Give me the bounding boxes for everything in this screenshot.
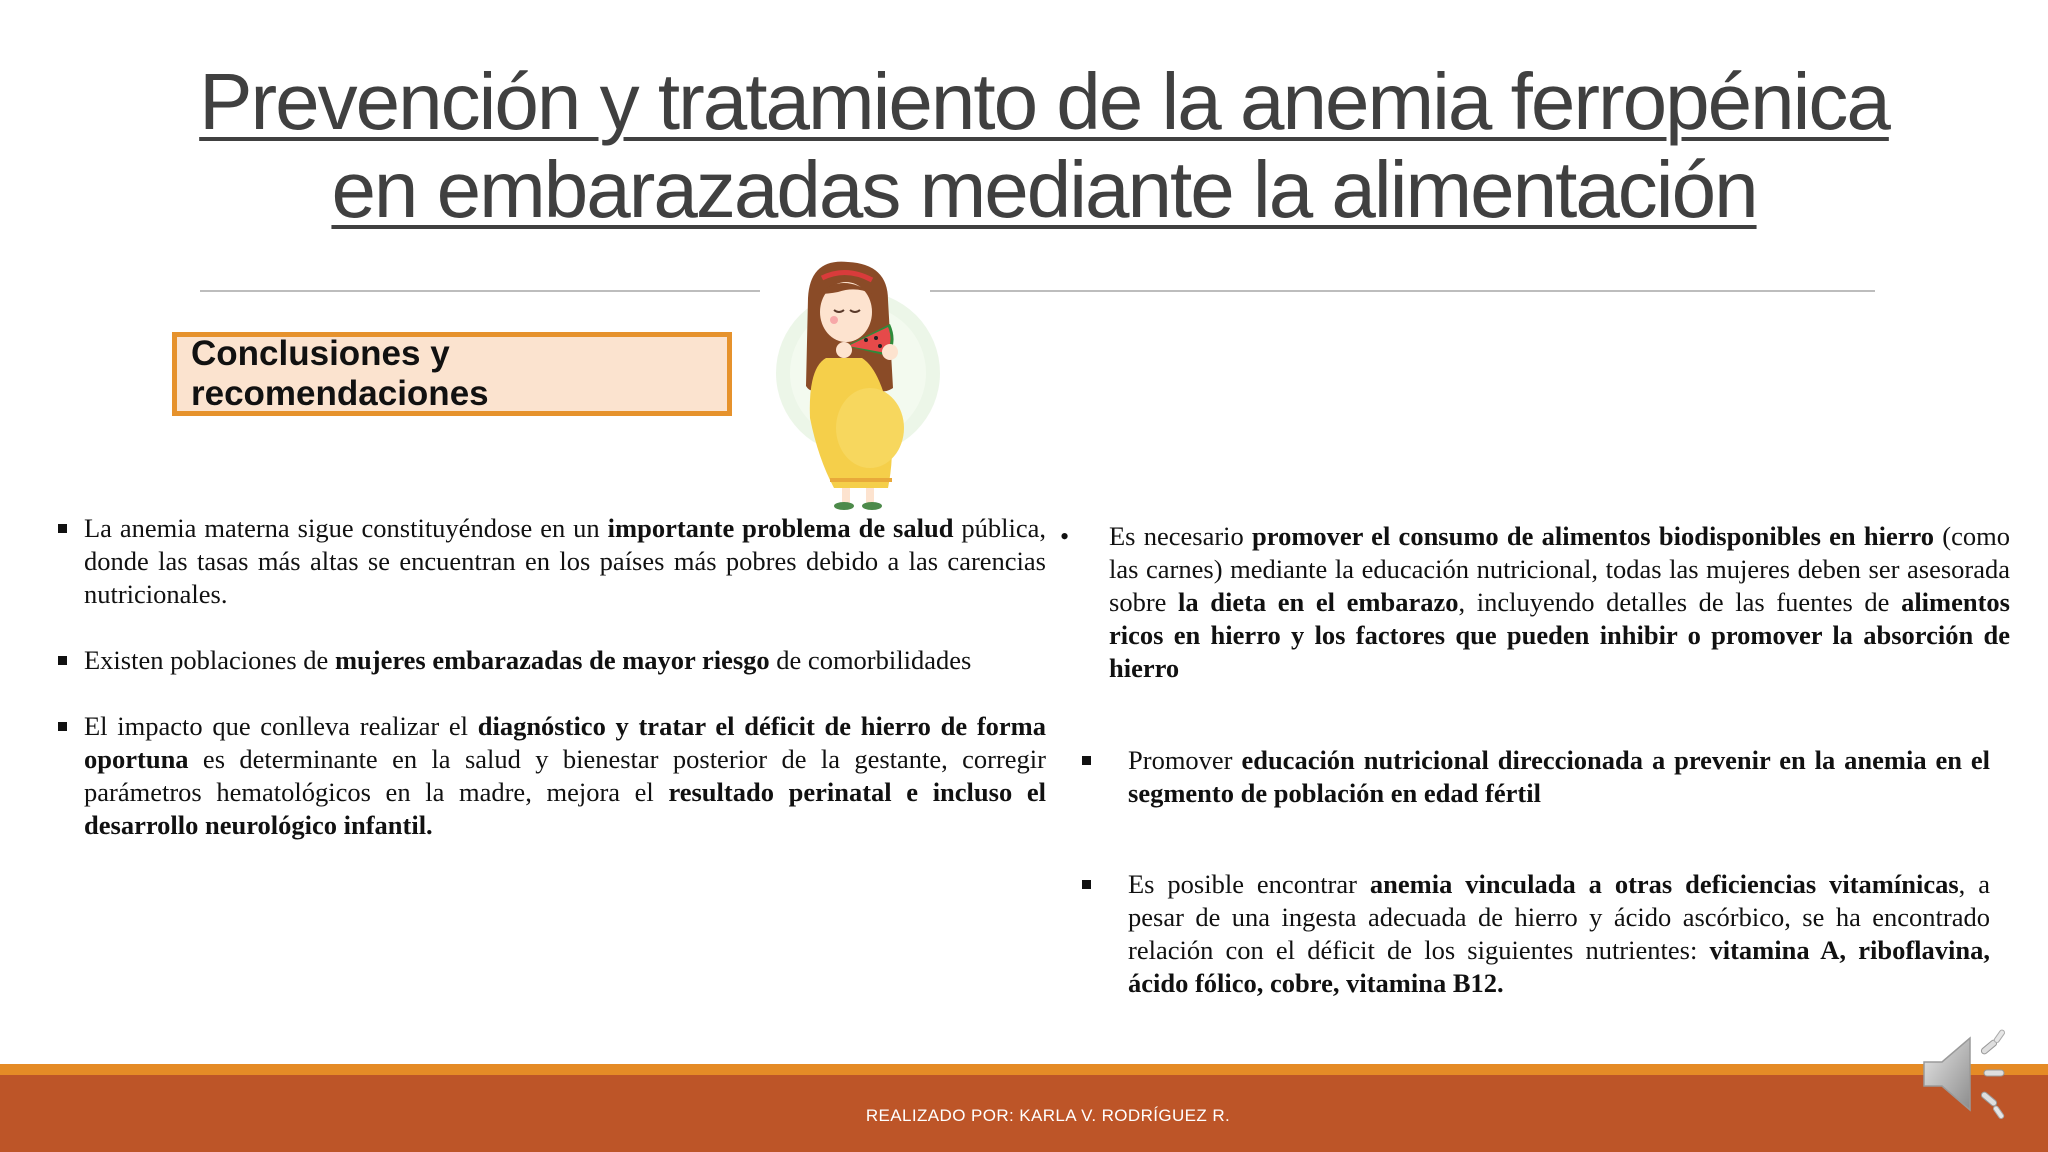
list-item [46,644,1046,710]
list-item [46,710,1046,842]
item-text: Existen poblaciones de mujeres embarazadas de mayor riesgo de comorbilidades [84,645,972,675]
left-column [46,512,1046,842]
item-text: Es posible encontrar anemia vinculada a otras deficiencias vitamínicas, a pesar de una ingesta adecuada de hierro y ácido ascórbico, se ha encontrado relación con el déficit de los siguientes nutrientes: vitamina A, riboflavina, ácido fólico, cobre, vitamina B12. [1128,869,1990,998]
square-bullet-icon [58,656,67,665]
round-bullet-icon: • [1060,522,1070,551]
square-bullet-icon [58,524,67,533]
list-item [46,512,1046,644]
pregnant-woman-illustration [738,258,978,512]
section-heading: Conclusiones y recomendaciones [191,334,489,413]
list-item [1050,520,2010,744]
list-item [1050,744,2010,868]
title-line-2: en embarazadas mediante la alimentación [331,145,1757,234]
item-text: Es necesario promover el consumo de alimentos biodisponibles en hierro (como las carnes) mediante la educación nutricional, todas las mujeres deben ser asesorada sobre la dieta en el embarazo, incluyendo detalles de las fuentes de alimentos ricos en hierro y los factores que pueden inhibir o promover la absorción de hierro [1109,521,2010,683]
footer-accent-line [0,1064,2048,1075]
item-text: El impacto que conlleva realizar el diagnóstico y tratar el déficit de hierro de forma oportuna es determinante en la salud y bienestar posterior de la gestante, corregir parámetros hematológicos en la madre, mejora el resultado perinatal e incluso el desarrollo neurológico infantil. [84,711,1046,840]
section-heading-box [172,332,732,416]
square-bullet-icon [1082,756,1091,765]
square-bullet-icon [58,722,67,731]
right-column [1050,520,2010,1000]
item-text: Promover educación nutricional direccionada a prevenir en la anemia en el segmento de población en edad fértil [1128,745,1991,808]
title-line-1: Prevención y tratamiento de la anemia ferropénica [199,57,1889,146]
divider-left [200,290,760,292]
slide-title [150,58,1938,234]
list-item [1050,868,2010,1000]
speaker-volume-icon[interactable] [1918,1024,2018,1124]
footer-credit: REALIZADO POR: KARLA V. RODRÍGUEZ R. [865,1106,1231,1125]
divider-right [930,290,1875,292]
item-text: La anemia materna sigue constituyéndose en un importante problema de salud pública, donde las tasas más altas se encuentran en los países más pobres debido a las carencias nutricionales. [84,513,1047,609]
square-bullet-icon [1082,880,1091,889]
